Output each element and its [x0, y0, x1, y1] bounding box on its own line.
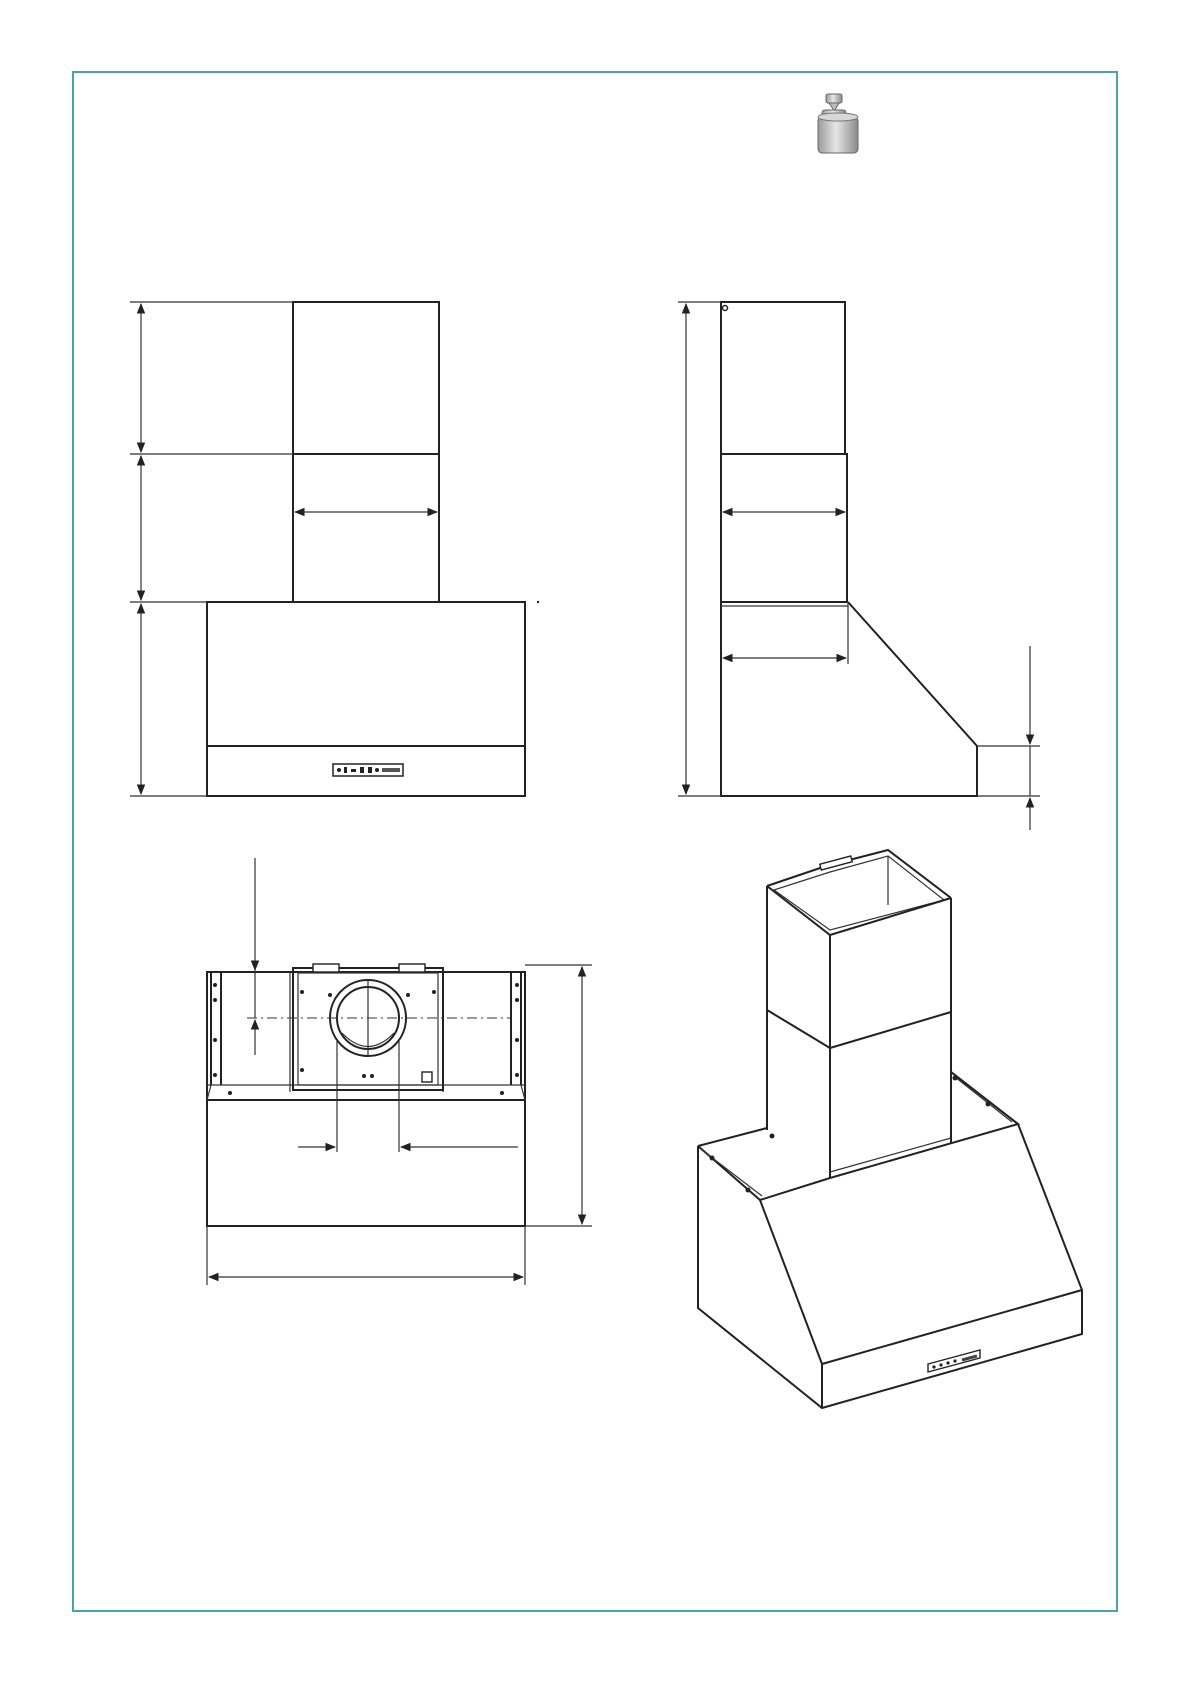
top-plan [207, 858, 592, 1285]
iso-chimney-top [767, 850, 951, 898]
control-panel [333, 764, 403, 776]
side-upper-chimney [721, 302, 845, 454]
side-elevation [678, 302, 1040, 830]
side-hood-profile [721, 602, 977, 796]
front-elevation [130, 302, 539, 796]
lower-chimney [293, 454, 439, 602]
isometric-view [698, 850, 1082, 1408]
upper-chimney [293, 302, 439, 454]
iso-control-panel [928, 1350, 980, 1372]
side-lower-chimney [721, 454, 847, 602]
weight-icon [818, 94, 858, 153]
